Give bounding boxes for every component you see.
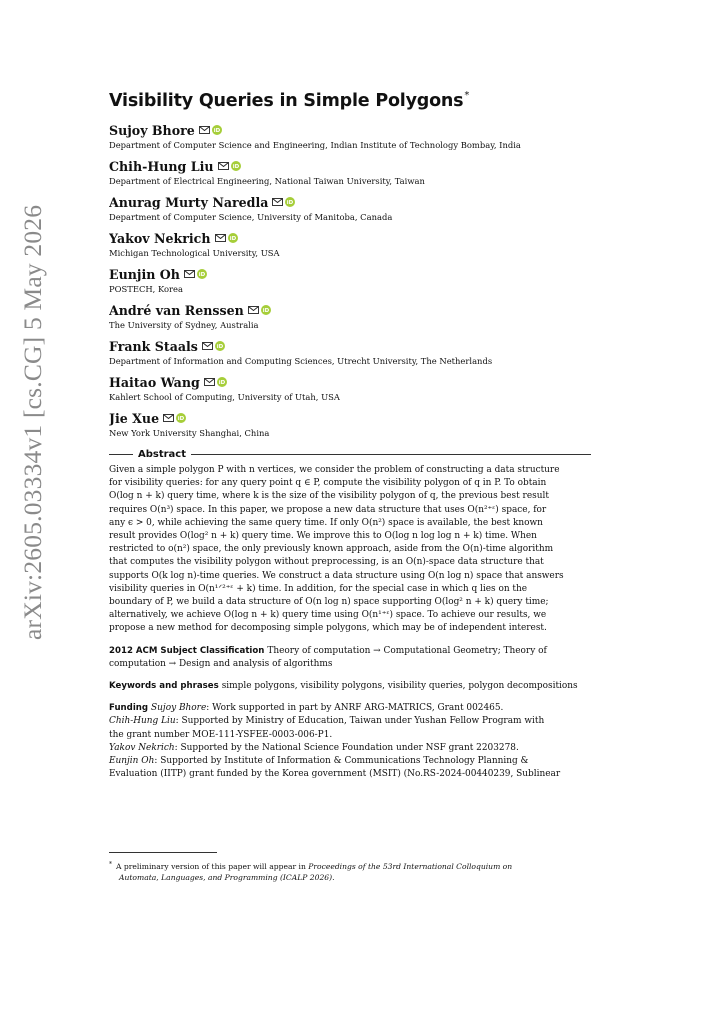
abstract-line: for visibility queries: for any query point q ∈ P, compute the visibility polygon of q in P. To obtain [109, 478, 547, 489]
author-affiliation: New York University Shanghai, China [109, 428, 270, 438]
abstract-line: restricted to o(n²) space, the only previously known approach, aside from the O(n)-time algorithm [109, 544, 554, 555]
abstract-line: alternatively, we achieve O(log n + k) query time using O(n¹⁺ᵋ) space. To achieve our results, we [109, 610, 547, 621]
orcid-icon[interactable] [217, 377, 227, 387]
author-affiliation: Department of Electrical Engineering, National Taiwan University, Taiwan [109, 176, 425, 186]
funding-label: Funding [109, 703, 149, 714]
abstract-heading [109, 449, 591, 460]
keywords [109, 680, 591, 693]
title-footnote-mark: * [464, 90, 470, 101]
author-name: Haitao Wang [109, 374, 200, 390]
svg-text:iD: iD [216, 344, 224, 350]
funding-text: Evaluation (IITP) grant funded by the Korea government (MSIT) (No.RS-2024-00440239, Sublinear [109, 769, 561, 780]
author-name-line [109, 121, 591, 139]
author-entry [109, 265, 591, 301]
envelope-icon[interactable] [184, 270, 195, 278]
orcid-icon[interactable] [285, 197, 295, 207]
funding-text: : Work supported in part by ANRF ARG-MATRICS, Grant 002465. [206, 703, 504, 714]
author-list [109, 121, 591, 445]
author-affiliation: Department of Computer Science and Engineering, Indian Institute of Technology Bombay, India [109, 140, 521, 150]
funding-recipient: Yakov Nekrich [109, 742, 175, 753]
funding-line [109, 702, 591, 715]
paper-front-matter [109, 90, 591, 781]
orcid-icon[interactable] [261, 305, 271, 315]
orcid-icon[interactable] [231, 161, 241, 171]
envelope-icon[interactable] [218, 162, 229, 170]
author-entry [109, 193, 591, 229]
funding-line [109, 715, 591, 728]
footnote [109, 859, 591, 883]
author-name-line [109, 229, 591, 247]
abstract-line: that computes the visibility polygon without preprocessing, is an O(n)-space data structure that [109, 557, 544, 568]
footnote-rule [109, 852, 217, 853]
author-affiliation: Michigan Technological University, USA [109, 248, 280, 258]
abstract-line: propose a new method for decomposing simple polygons, which may be of independent interest. [109, 623, 547, 634]
author-affiliation: Department of Information and Computing Sciences, Utrecht University, The Netherlands [109, 356, 493, 366]
footnote-end: . [332, 873, 335, 882]
abstract-line: O(log n + k) query time, where k is the size of the visibility polygon of q, the previous best result [109, 491, 549, 502]
abstract-line: any ϵ > 0, while achieving the same query time. If only O(n²) space is available, the best known [109, 517, 543, 528]
abstract-line: Given a simple polygon P with n vertices, we consider the problem of constructing a data structure [109, 465, 560, 475]
svg-text:iD: iD [218, 380, 226, 386]
abstract-line: result provides O(log² n + k) query time. We improve this to O(log n log log n + k) time. When [109, 531, 537, 542]
footnote-venue[interactable]: Automata, Languages, and Programming (ICALP 2026) [119, 873, 333, 882]
author-name: Sujoy Bhore [109, 122, 195, 138]
orcid-icon[interactable] [197, 269, 207, 279]
paper-title: Visibility Queries in Simple Polygons* [109, 90, 470, 111]
acm-classification [109, 645, 591, 671]
author-name-line [109, 301, 591, 319]
author-name-line [109, 265, 591, 283]
envelope-icon[interactable] [272, 198, 283, 206]
funding-text: : Supported by Ministry of Education, Taiwan under Yushan Fellow Program with [175, 716, 545, 727]
acm-label: 2012 ACM Subject Classification [109, 645, 265, 656]
funding-recipient: Eunjin Oh [109, 756, 155, 767]
author-entry [109, 337, 591, 373]
keywords-text: simple polygons, visibility polygons, visibility queries, polygon decompositions [221, 681, 578, 692]
funding-recipient: Sujoy Bhore [151, 703, 207, 714]
acm-line-1: Theory of computation → Computational Geometry; Theory of [267, 645, 547, 656]
author-entry [109, 409, 591, 445]
abstract-rule-left [109, 454, 133, 455]
footnote-mark: * [109, 861, 112, 868]
author-entry [109, 157, 591, 193]
author-name: Jie Xue [109, 410, 160, 426]
author-affiliation: Department of Computer Science, University of Manitoba, Canada [109, 212, 393, 222]
envelope-icon[interactable] [202, 342, 213, 350]
funding-line [109, 729, 591, 742]
author-affiliation: The University of Sydney, Australia [109, 320, 259, 330]
funding-line [109, 768, 591, 781]
author-affiliation: POSTECH, Korea [109, 284, 184, 294]
funding-text: : Supported by the National Science Foundation under NSF grant 2203278. [174, 742, 519, 753]
abstract-title: Abstract [138, 449, 187, 460]
author-entry [109, 301, 591, 337]
abstract-line: boundary of P, we build a data structure of O(n log n) space supporting O(log² n + k) query time; [109, 597, 549, 608]
author-entry [109, 229, 591, 265]
author-affiliation: Kahlert School of Computing, University of Utah, USA [109, 392, 340, 402]
keywords-label: Keywords and phrases [109, 681, 219, 692]
orcid-icon[interactable] [215, 341, 225, 351]
svg-text:iD: iD [232, 164, 239, 170]
footnote-proceedings[interactable]: Proceedings of the 53rd International Colloquium on [308, 862, 513, 871]
author-entry [109, 373, 591, 409]
author-name: Eunjin Oh [109, 266, 180, 282]
envelope-icon[interactable] [204, 378, 215, 386]
author-name: Chih-Hung Liu [109, 158, 214, 174]
abstract-text [109, 464, 591, 636]
envelope-icon[interactable] [199, 126, 210, 134]
abstract-line: requires O(n³) space. In this paper, we propose a new data structure that uses O(n²⁺ᵋ) space, for [109, 504, 547, 515]
svg-text:iD: iD [262, 308, 270, 314]
orcid-icon[interactable] [228, 233, 238, 243]
abstract-line: supports O(k log n)-time queries. We construct a data structure using O(n log n) space that answers [109, 570, 564, 581]
funding-section [109, 702, 591, 781]
svg-text:iD: iD [198, 272, 206, 278]
author-name-line [109, 157, 591, 175]
funding-line [109, 742, 591, 755]
author-name: Frank Staals [109, 338, 198, 354]
author-name-line [109, 193, 591, 211]
author-name: André van Renssen [109, 302, 244, 318]
funding-recipient: Chih-Hung Liu [109, 716, 176, 727]
author-name-line [109, 337, 591, 355]
funding-line [109, 755, 591, 768]
author-name: Yakov Nekrich [109, 230, 211, 246]
funding-text: : Supported by Institute of Information & Communications Technology Planning & [154, 756, 529, 767]
svg-text:iD: iD [177, 416, 185, 422]
author-name-line [109, 373, 591, 391]
svg-text:iD: iD [229, 236, 236, 242]
envelope-icon[interactable] [248, 306, 259, 314]
orcid-icon[interactable] [176, 413, 186, 423]
envelope-icon[interactable] [163, 414, 174, 422]
footnote-text-1: A preliminary version of this paper will appear in [116, 862, 309, 871]
svg-text:iD: iD [287, 200, 294, 206]
author-name: Anurag Murty Naredla [109, 194, 269, 210]
abstract-line: visibility queries in O(n¹ᐟ²⁺ᵋ + k) time. In addition, for the special case in which q lies on the [109, 583, 528, 594]
author-entry [109, 121, 591, 157]
acm-line-2: computation → Design and analysis of algorithms [109, 658, 333, 669]
svg-text:iD: iD [213, 128, 220, 134]
envelope-icon[interactable] [215, 234, 226, 242]
orcid-icon[interactable] [212, 125, 222, 135]
abstract-rule-right [191, 454, 591, 455]
arxiv-identifier[interactable]: arXiv:2605.03334v1 [cs.CG] 5 May 2026 [18, 204, 47, 640]
funding-text: the grant number MOE-111-YSFEE-0003-006-P1. [109, 729, 333, 740]
author-name-line [109, 409, 591, 427]
